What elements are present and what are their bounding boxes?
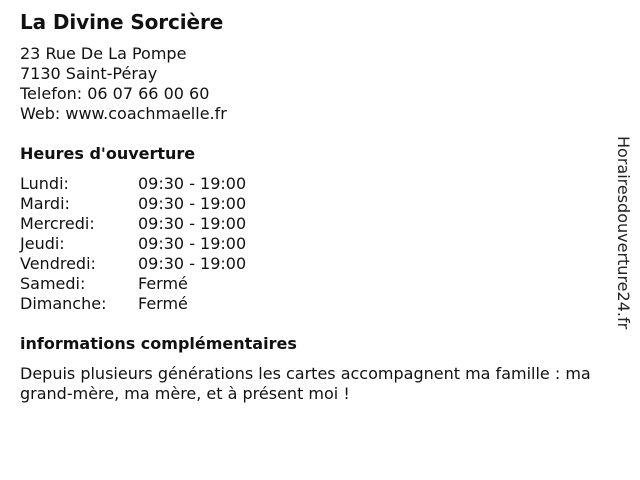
hours-value: Fermé xyxy=(138,294,188,313)
day-label: Dimanche: xyxy=(20,294,107,313)
day-label: Mercredi: xyxy=(20,214,95,233)
additional-info-heading: informations complémentaires xyxy=(20,334,297,353)
day-label: Jeudi: xyxy=(20,234,65,253)
hours-value: 09:30 - 19:00 xyxy=(138,174,247,193)
hours-value: 09:30 - 19:00 xyxy=(138,194,247,213)
hours-row-wednesday xyxy=(20,214,246,234)
hours-value: 09:30 - 19:00 xyxy=(138,214,247,233)
hours-row-sunday xyxy=(20,294,246,314)
hours-row-friday xyxy=(20,254,246,274)
hours-row-saturday xyxy=(20,274,246,294)
hours-value: 09:30 - 19:00 xyxy=(138,234,247,253)
hours-row-tuesday xyxy=(20,194,246,214)
hours-row-thursday xyxy=(20,234,246,254)
contact-block xyxy=(20,44,227,124)
hours-value: Fermé xyxy=(138,274,188,293)
additional-info-text: Depuis plusieurs générations les cartes accompagnent ma famille : ma grand-mère, ma mère, et à présent moi ! xyxy=(20,364,591,403)
day-label: Samedi: xyxy=(20,274,86,293)
address-street: 23 Rue De La Pompe xyxy=(20,44,187,63)
hours-value: 09:30 - 19:00 xyxy=(138,254,247,273)
site-watermark: Horairesdouverture24.fr xyxy=(614,136,633,330)
hours-row-monday xyxy=(20,174,246,194)
business-name: La Divine Sorcière xyxy=(20,10,224,34)
day-label: Mardi: xyxy=(20,194,70,213)
opening-hours-table xyxy=(20,174,246,314)
phone-number: Telefon: 06 07 66 00 60 xyxy=(20,84,210,103)
website: Web: www.coachmaelle.fr xyxy=(20,104,227,123)
address-city: 7130 Saint-Péray xyxy=(20,64,158,83)
day-label: Vendredi: xyxy=(20,254,96,273)
day-label: Lundi: xyxy=(20,174,69,193)
opening-hours-heading: Heures d'ouverture xyxy=(20,144,196,163)
